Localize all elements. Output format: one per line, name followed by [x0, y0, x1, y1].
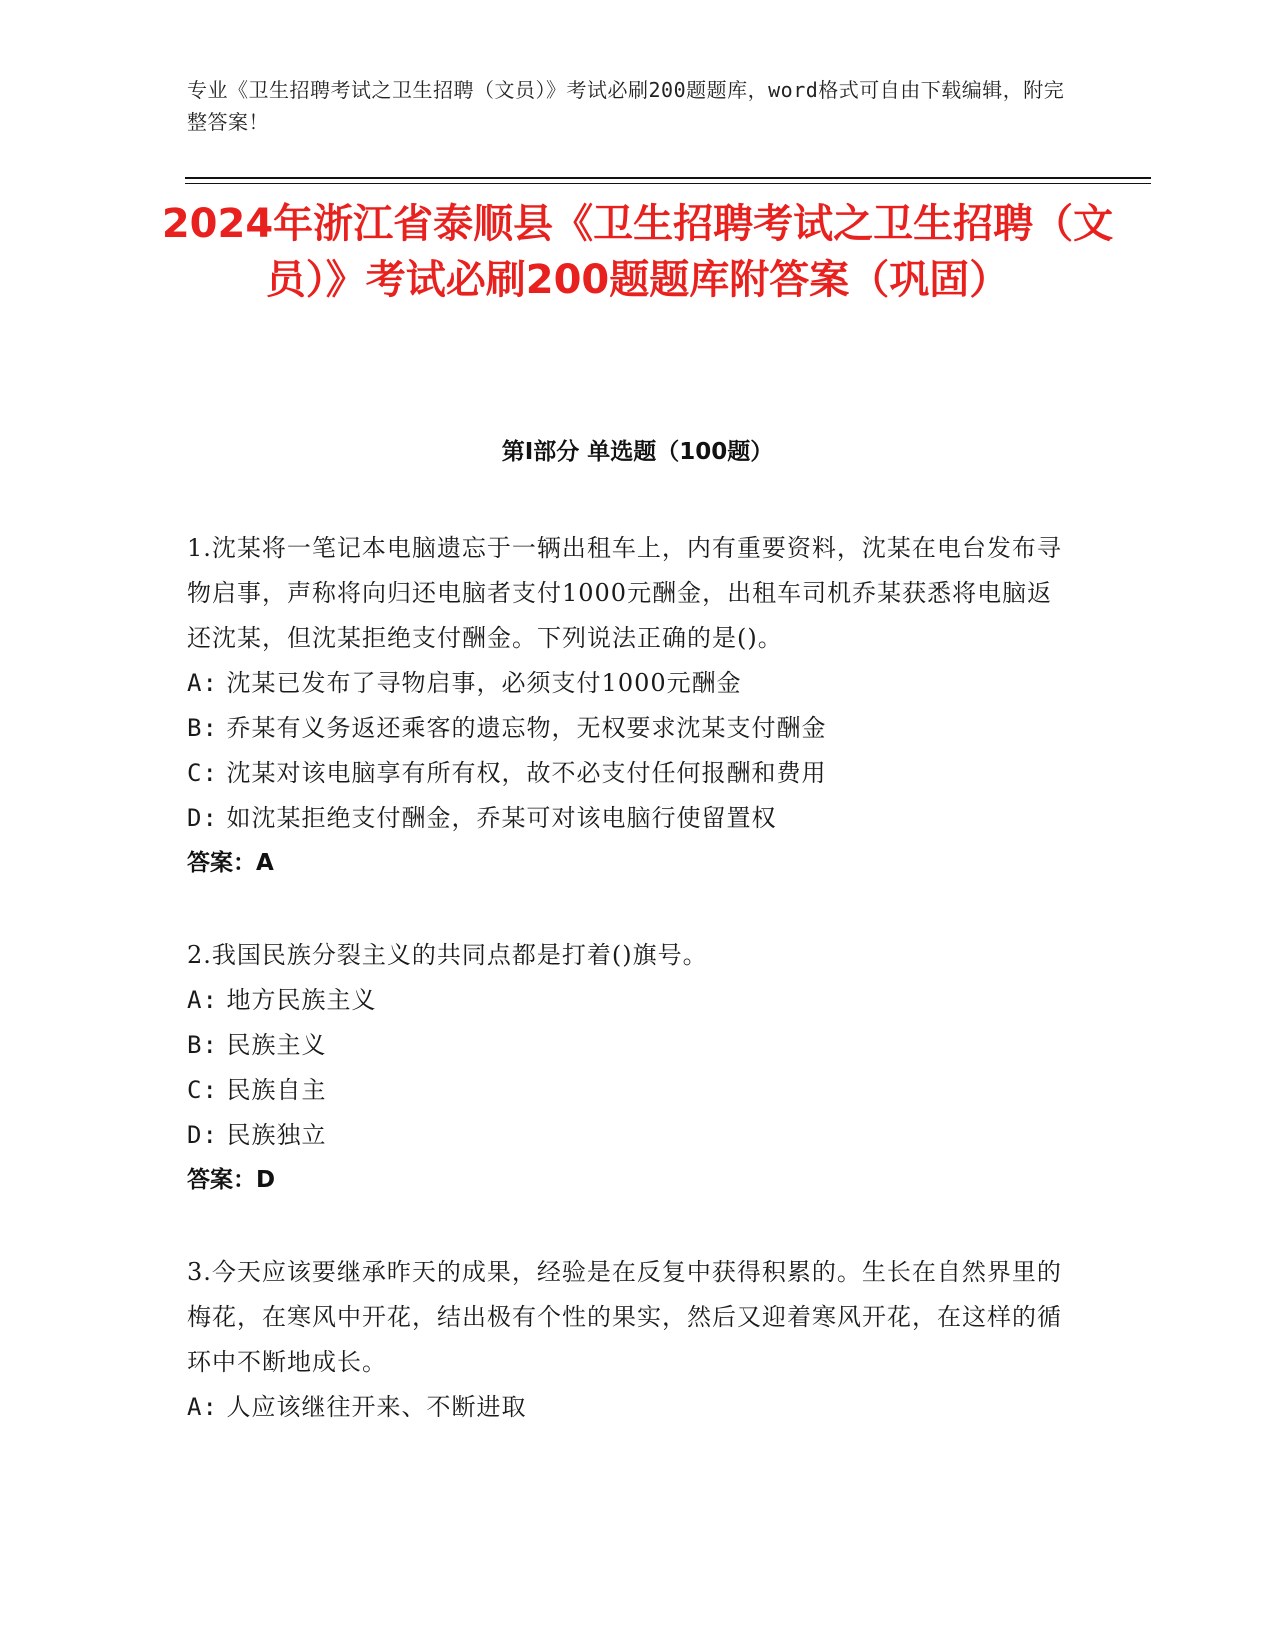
option-key: B: — [187, 1031, 218, 1059]
option-text: 人应该继往开来、不断进取 — [226, 1393, 527, 1421]
question-2 — [187, 933, 1067, 1203]
option-key: D: — [187, 1121, 218, 1149]
answer-line: 答案：D — [187, 1167, 276, 1193]
option-a — [187, 978, 1067, 1023]
option-a — [187, 661, 1067, 706]
question-stem: 1.沈某将一笔记本电脑遗忘于一辆出租车上，内有重要资料，沈某在电台发布寻物启事，声称将向归还电脑者支付1000元酬金，出租车司机乔某获悉将电脑返还沈某，但沈某拒绝支付酬金。下列说法正确的是()。 — [187, 534, 1062, 652]
option-text: 民族自主 — [226, 1076, 327, 1104]
option-text: 民族独立 — [226, 1121, 327, 1149]
option-text: 如沈某拒绝支付酬金，乔某可对该电脑行使留置权 — [226, 804, 777, 832]
question-stem: 3.今天应该要继承昨天的成果，经验是在反复中获得积累的。生长在自然界里的梅花，在寒风中开花，结出极有个性的果实，然后又迎着寒风开花，在这样的循环中不断地成长。 — [187, 1258, 1062, 1376]
option-key: D: — [187, 804, 218, 832]
question-3 — [187, 1250, 1067, 1430]
option-b — [187, 706, 1067, 751]
option-key: A: — [187, 669, 218, 697]
question-list — [187, 526, 1067, 1477]
option-d — [187, 796, 1067, 841]
option-key: A: — [187, 1393, 218, 1421]
section-heading: 第I部分 单选题（100题） — [501, 439, 774, 465]
header-note: 专业《卫生招聘考试之卫生招聘（文员）》考试必刷200题题库，word格式可自由下载编辑，附完整答案！ — [187, 78, 1065, 134]
question-1 — [187, 526, 1067, 886]
question-stem: 2.我国民族分裂主义的共同点都是打着()旗号。 — [187, 941, 708, 969]
option-c — [187, 1068, 1067, 1113]
option-text: 地方民族主义 — [226, 986, 377, 1014]
option-a — [187, 1385, 1067, 1430]
option-d — [187, 1113, 1067, 1158]
option-c — [187, 751, 1067, 796]
header-rule-thick — [185, 177, 1151, 179]
header-rule-thin — [185, 183, 1151, 184]
option-text: 乔某有义务返还乘客的遗忘物，无权要求沈某支付酬金 — [226, 714, 827, 742]
option-key: B: — [187, 714, 218, 742]
option-key: A: — [187, 986, 218, 1014]
answer-line: 答案：A — [187, 850, 274, 876]
option-key: C: — [187, 759, 218, 787]
option-b — [187, 1023, 1067, 1068]
option-text: 民族主义 — [226, 1031, 327, 1059]
option-text: 沈某已发布了寻物启事，必须支付1000元酬金 — [226, 669, 742, 697]
option-key: C: — [187, 1076, 218, 1104]
document-title: 2024年浙江省泰顺县《卫生招聘考试之卫生招聘（文员）》考试必刷200题题库附答案（巩固） — [161, 201, 1114, 303]
option-text: 沈某对该电脑享有所有权，故不必支付任何报酬和费用 — [226, 759, 827, 787]
